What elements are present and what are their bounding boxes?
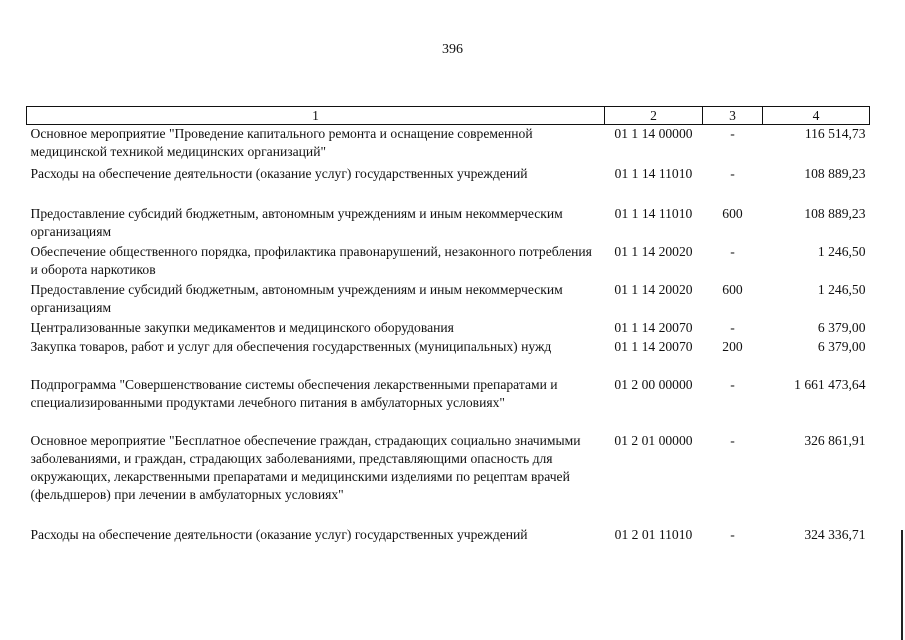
row-code: 01 2 01 11010 xyxy=(614,527,693,542)
row-expense-type: - xyxy=(730,320,735,335)
row-expense-type: - xyxy=(730,433,735,448)
row-name: Расходы на обеспечение деятельности (оказание услуг) государственных учреждений xyxy=(30,166,528,181)
table-row xyxy=(27,205,870,243)
header-row xyxy=(27,107,870,125)
row-code: 01 1 14 20020 xyxy=(614,244,693,259)
row-code: 01 1 14 11010 xyxy=(614,166,693,181)
row-code: 01 1 14 20070 xyxy=(614,339,693,354)
scan-edge-line xyxy=(901,530,903,640)
table-row xyxy=(27,338,870,376)
row-amount: 324 336,71 xyxy=(804,527,866,542)
row-amount: 1 246,50 xyxy=(817,244,866,259)
row-code: 01 2 00 00000 xyxy=(614,377,693,392)
table-row xyxy=(27,243,870,281)
row-name: Основное мероприятие "Проведение капитального ремонта и оснащение современной медицинской техникой медицинских организаций" xyxy=(30,126,533,159)
row-amount: 108 889,23 xyxy=(804,166,866,181)
row-amount: 116 514,73 xyxy=(804,126,866,141)
row-name: Предоставление субсидий бюджетным, автономным учреждениям и иным некоммерческим организациям xyxy=(30,282,563,315)
row-code: 01 1 14 20070 xyxy=(614,320,693,335)
row-amount: 1 246,50 xyxy=(817,282,866,297)
row-name: Основное мероприятие "Бесплатное обеспечение граждан, страдающих социально значимыми заболеваниями, и граждан, страдающих заболеваниями, представляющими опасность для окружающих, лекарственными препаратами и медицинскими изделиями по рецептам врачей (фельдшеров) при лечении в амбулаторных условиях" xyxy=(30,433,581,502)
table-row xyxy=(27,432,870,526)
row-amount: 108 889,23 xyxy=(804,206,866,221)
row-name: Закупка товаров, работ и услуг для обеспечения государственных (муниципальных) нужд xyxy=(30,339,552,354)
row-amount: 1 661 473,64 xyxy=(794,377,866,392)
row-code: 01 1 14 00000 xyxy=(614,126,693,141)
row-name: Подпрограмма "Совершенствование системы обеспечения лекарственными препаратами и специализированными продуктами лечебного питания в амбулаторных условиях" xyxy=(30,377,558,410)
row-expense-type: - xyxy=(730,166,735,181)
row-expense-type: - xyxy=(730,244,735,259)
row-amount: 6 379,00 xyxy=(817,320,866,335)
row-name: Обеспечение общественного порядка, профилактика правонарушений, незаконного потребления и оборота наркотиков xyxy=(30,244,592,277)
column-header-4: 4 xyxy=(763,107,870,125)
budget-table xyxy=(26,106,870,544)
table-row xyxy=(27,526,870,544)
row-amount: 326 861,91 xyxy=(804,433,866,448)
table-row xyxy=(27,376,870,432)
column-header-2: 2 xyxy=(605,107,703,125)
page-number: 396 xyxy=(442,42,463,57)
row-name: Расходы на обеспечение деятельности (оказание услуг) государственных учреждений xyxy=(30,527,528,542)
column-header-3: 3 xyxy=(703,107,763,125)
row-expense-type: - xyxy=(730,126,735,141)
row-code: 01 1 14 20020 xyxy=(614,282,693,297)
row-expense-type: 200 xyxy=(722,339,743,354)
table-row xyxy=(27,165,870,205)
row-expense-type: - xyxy=(730,527,735,542)
row-expense-type: 600 xyxy=(722,206,743,221)
row-expense-type: - xyxy=(730,377,735,392)
table-row xyxy=(27,281,870,319)
table-row xyxy=(27,319,870,338)
row-amount: 6 379,00 xyxy=(817,339,866,354)
row-code: 01 1 14 11010 xyxy=(614,206,693,221)
table-row xyxy=(27,125,870,166)
row-code: 01 2 01 00000 xyxy=(614,433,693,448)
row-expense-type: 600 xyxy=(722,282,743,297)
row-name: Предоставление субсидий бюджетным, автономным учреждениям и иным некоммерческим организациям xyxy=(30,206,563,239)
column-header-1: 1 xyxy=(27,107,605,125)
row-name: Централизованные закупки медикаментов и медицинского оборудования xyxy=(30,320,454,335)
